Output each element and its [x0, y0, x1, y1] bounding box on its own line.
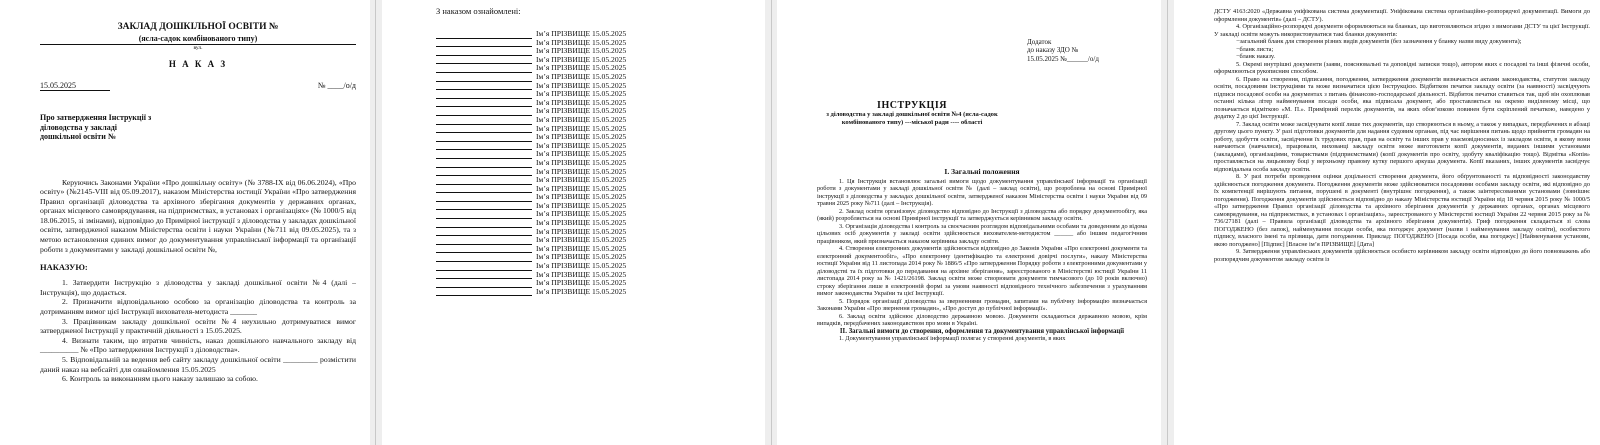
signature-line	[436, 83, 532, 90]
paragraph: 1. Документування управлінської інформації полягає у створенні документів, в яких	[839, 335, 1066, 342]
signatory-name-date: Ім’я ПРІЗВИЩЕ 15.05.2025	[536, 243, 627, 253]
signatory-name-date: Ім’я ПРІЗВИЩЕ 15.05.2025	[536, 252, 627, 262]
signatory-name-date: Ім’я ПРІЗВИЩЕ 15.05.2025	[536, 123, 627, 133]
signature-list	[436, 30, 765, 296]
signature-line	[436, 100, 532, 107]
list-item: −бланк наказу.	[1236, 53, 1275, 60]
signature-line	[436, 32, 532, 39]
signature-line	[436, 229, 532, 236]
paragraph: 1. Ця Інструкція встановлює загальні вимоги щодо документування управлінської інформації та організації роботи з документами у закладі дошкільної освіти № (далі – заклад освіти), що розроблена на основі Примірної інструкції з діловодства у закладах дошкільної освіти, затвердженої наказом Міністерства освіти і науки України від 09 травня 2025 року №711 (далі – Інструкція).	[817, 177, 1147, 207]
signature-line	[436, 143, 532, 150]
instruction-title: ІНСТРУКЦІЯ	[877, 100, 947, 111]
signatory-name-date: Ім’я ПРІЗВИЩЕ 15.05.2025	[536, 140, 627, 150]
list-item: −загальний бланк для створення різних видів документів (без зазначення у бланку назви виду документа);	[1236, 38, 1522, 45]
page-divider	[1167, 0, 1168, 445]
section-heading: І. Загальні положення	[944, 167, 1020, 176]
paragraph: 4. Організаційно-розпорядчі документи оформлюються на бланках, що виготовляються згідно з вимогами ДСТУ та цієї Інструкції. У закладі освіти можуть використовуватися такі бланки документів:	[1214, 23, 1590, 38]
signature-line	[436, 161, 532, 168]
instruction-subtitle: з діловодства у закладі дошкільної освіти №4 (ясла-садок комбінованого типу) ---міської ради ---- області	[826, 111, 998, 126]
addendum-block	[1027, 38, 1099, 63]
signature-line	[436, 49, 532, 56]
signatory-name-date: Ім’я ПРІЗВИЩЕ 15.05.2025	[536, 209, 627, 219]
signature-line	[436, 92, 532, 99]
signatory-name-date: Ім’я ПРІЗВИЩЕ 15.05.2025	[536, 37, 627, 47]
order-title: Н А К А З	[168, 59, 228, 69]
signatory-name-date: Ім’я ПРІЗВИЩЕ 15.05.2025	[536, 226, 627, 236]
signatory-name-date: Ім’я ПРІЗВИЩЕ 15.05.2025	[536, 200, 627, 210]
signatory-name-date: Ім’я ПРІЗВИЩЕ 15.05.2025	[536, 175, 627, 185]
order-items	[40, 278, 356, 384]
paragraph: 8. У разі потреби проведення оцінки доцільності створення документа, його обґрунтованості та відповідності законодавству здійснюється погодження документа. Погодження документів може здійснюватися посадовими особами закладу освіти, які відповідно до їх компетенції вирішують питання, порушені в документі (внутрішнє погодження), а також заінтересованими установами (зовнішнє погодження). Погодження документів здійснюється відповідно до наказу Міністерства юстиції України від 18 червня 2015 року № 1000/5 «Про затвердження Правил організації діловодства та архівного зберігання документів у державних органах, органах місцевого самоврядування, на підприємствах, в установах і організаціях», зареєстрованого у Міністерстві юстиції України 22 червня 2015 року за № 736/27181 (далі – Правила організації діловодства та архівного зберігання документів). Гриф погодження складається зі слова ПОГОДЖЕНО (без лапок), найменування посади особи, яка погоджує документ (назви і найменування закладу освіти), особистого підпису, власного імені та прізвища, дати погодження. Приклад: ПОГОДЖЕНО [Посада особи, яка погоджує] [Найменування установи, якою погоджено] [Підпис] [Власне ім’я ПРІЗВИЩЕ] [Дата]	[1214, 173, 1590, 248]
paragraph: 5. Окремі внутрішні документи (заяви, пояснювальні та доповідні записки тощо), автором яких є посадові та інші фізичні особи, оформлюються рукописним способом.	[1214, 60, 1590, 75]
signatory-name-date: Ім’я ПРІЗВИЩЕ 15.05.2025	[536, 166, 627, 176]
signatory-name-date: Ім’я ПРІЗВИЩЕ 15.05.2025	[536, 235, 627, 245]
addendum-line: 15.05.2025 №______/о/д	[1027, 54, 1099, 63]
page-divider	[375, 0, 376, 445]
org-type: (ясла-садок комбінованого типу)	[40, 33, 356, 45]
address-label: вул.	[193, 45, 203, 51]
signatory-name-date: Ім’я ПРІЗВИЩЕ 15.05.2025	[536, 63, 627, 73]
signatory-name-date: Ім’я ПРІЗВИЩЕ 15.05.2025	[536, 89, 627, 99]
page-acknowledgement	[382, 0, 765, 445]
signatory-name-date: Ім’я ПРІЗВИЩЕ 15.05.2025	[536, 46, 627, 56]
signatory-name-date: Ім’я ПРІЗВИЩЕ 15.05.2025	[536, 157, 627, 167]
signatory-name-date: Ім’я ПРІЗВИЩЕ 15.05.2025	[536, 192, 627, 202]
signatory-name-date: Ім’я ПРІЗВИЩЕ 15.05.2025	[536, 278, 627, 288]
signatory-name-date: Ім’я ПРІЗВИЩЕ 15.05.2025	[536, 132, 627, 142]
order-item: 2. Призначити відповідальною особою за організацію діловодства та контроль за дотриманням вимог цієї Інструкції вихователя-методиста _______	[40, 297, 356, 317]
signature-line	[436, 289, 532, 296]
signature-row	[436, 288, 765, 297]
signature-line	[436, 118, 532, 125]
signatory-name-date: Ім’я ПРІЗВИЩЕ 15.05.2025	[536, 149, 627, 159]
paragraph: 4. Створення електронних документів здійснюється відповідно до Законів України «Про електронні документи та електронний документообіг», «Про електронну ідентифікацію та електронні довірчі послуги», наказу Міністерства юстиції України від 11 листопада 2014 року № 1886/5 «Про затвердження Порядку роботи з електронними документами у діловодстві та їх підготовки до передавання на архівне зберігання», зареєстрованого в Міністерстві юстиції України 11 листопада 2014 року за № 1421/26198. Заклад освіти може створювати документи тимчасового (до 10 років включно) строку зберігання лише в електронній формі за умови наявності відповідного технічного забезпечення з урахуванням вимог законодавства України та цієї Інструкції.	[817, 245, 1147, 297]
signature-line	[436, 255, 532, 262]
order-date-row	[40, 81, 356, 91]
order-number: № ____/о/д	[317, 81, 356, 90]
signatory-name-date: Ім’я ПРІЗВИЩЕ 15.05.2025	[536, 218, 627, 228]
signature-line	[436, 272, 532, 279]
paragraph: 6. Заклад освіти здійснює діловодство державною мовою. Документи складаються державною мовою, крім випадків, передбачених законодавством про мови в Україні.	[817, 312, 1147, 327]
order-item: 4. Визнати таким, що втратив чинність, наказ дошкільного навчального закладу від __________ № «Про затвердження Інструкції з діловодства».	[40, 335, 356, 355]
paragraph: 6. Право на створення, підписання, погодження, затвердження документів визначається актами законодавства, статутом закладу освіти, посадовими інструкціями та може визначатися цією Інструкцією. Відбитком печатки закладу освіти (за наявності) засвідчують підписи посадової особи на документах з питань фінансово-господарської діяльності. Відбиток печатки ставиться так, щоб він охоплював останні кілька літер найменування посади особи, яка підписала документ, або проставляється на окремо виділеному місці, що позначається відміткою «М. П.». Примірний перелік документів, на яких обов’язково повинен бути скріплений печаткою, наведено у додатку 2 до цієї Інструкції.	[1214, 75, 1590, 120]
signature-line	[436, 246, 532, 253]
ack-heading: З наказом ознайомлені:	[436, 6, 521, 16]
signatory-name-date: Ім’я ПРІЗВИЩЕ 15.05.2025	[536, 269, 627, 279]
addendum-line: до наказу ЗДО №	[1027, 46, 1079, 55]
signature-line	[436, 264, 532, 271]
page-order	[0, 0, 370, 445]
page-instruction-continued	[1174, 0, 1600, 445]
signature-line	[436, 75, 532, 82]
org-name: ЗАКЛАД ДОШКІЛЬНОЇ ОСВІТИ №	[117, 22, 279, 32]
page-divider	[771, 0, 772, 445]
order-preamble: Керуючись Законами України «Про дошкільну освіту» (№ 3788-IX від 06.06.2024), «Про освіту» (№2145-VIII від 05.09.2017), наказом Міністерства юстиції України «Про затвердження Правил організації діловодства та архівного зберігання документів у державних органах, органах місцевого самоврядування, на підприємствах, в установах і організаціях» (№ 1000/5 від 18.06.2015, зі змінами), відповідно до Примірної інструкції з діловодства у закладах дошкільної освіти, затвердженої наказом Міністерства освіти і науки України (№711 від 09.05.2025), та з метою встановлення єдиних вимог до документування управлінської інформації та організації роботи з документами у закладі дошкільної освіти №,	[40, 177, 356, 254]
signature-line	[436, 126, 532, 133]
signature-line	[436, 281, 532, 288]
order-date: 15.05.2025	[40, 81, 110, 91]
signatory-name-date: Ім’я ПРІЗВИЩЕ 15.05.2025	[536, 106, 627, 116]
order-heading: НАКАЗУЮ:	[40, 262, 88, 273]
order-item: 3. Працівникам закладу дошкільної освіти №4 неухильно дотримуватися вимог затвердженої Інструкції у практичній діяльності з 15.05.2025.	[40, 316, 356, 336]
signature-line	[436, 212, 532, 219]
signatory-name-date: Ім’я ПРІЗВИЩЕ 15.05.2025	[536, 54, 627, 64]
order-item: 6. Контроль за виконанням цього наказу залишаю за собою.	[62, 374, 258, 384]
paragraph: 3. Організація діловодства і контроль за своєчасним розглядом відповідальними особами та доведенням до відома цільових осіб документів у закладі освіти здійснюється вихователем-методистом ______ або іншим педагогічним працівником, який призначається наказом керівника закладу освіти.	[817, 222, 1147, 245]
signatory-name-date: Ім’я ПРІЗВИЩЕ 15.05.2025	[536, 261, 627, 271]
signature-line	[436, 186, 532, 193]
signatory-name-date: Ім’я ПРІЗВИЩЕ 15.05.2025	[536, 114, 627, 124]
order-item: 1. Затвердити Інструкцію з діловодства у закладі дошкільної освіти №4 (далі – Інструкція), що додається.	[40, 278, 356, 297]
paragraph: 9. Затвердження управлінських документів здійснюється особисто керівником закладу освіти відповідно до його повноважень або розпорядчим документом закладу освіти із	[1214, 248, 1590, 263]
signatory-name-date: Ім’я ПРІЗВИЩЕ 15.05.2025	[536, 80, 627, 90]
addendum-line: Додаток	[1027, 38, 1052, 46]
signature-line	[436, 203, 532, 210]
signature-line	[436, 152, 532, 159]
signature-line	[436, 66, 532, 73]
paragraph: ДСТУ 4163:2020 «Державна уніфікована система документації. Уніфікована система організаційно-розпорядчої документації. Вимоги до оформлення документів» (далі – ДСТУ).	[1214, 8, 1590, 23]
instruction-title-block	[817, 100, 1007, 127]
section-heading: ІІ. Загальні вимоги до створення, оформлення та документування управлінської інформації	[839, 327, 1125, 335]
order-subject: Про затвердження Інструкції з діловодства у закладі дошкільної освіти №	[40, 113, 152, 141]
signature-line	[436, 57, 532, 64]
list-item: −бланк листа;	[1236, 45, 1274, 53]
signature-line	[436, 40, 532, 47]
signatory-name-date: Ім’я ПРІЗВИЩЕ 15.05.2025	[536, 286, 627, 296]
signature-line	[436, 195, 532, 202]
signature-line	[436, 221, 532, 228]
signature-line	[436, 135, 532, 142]
signatory-name-date: Ім’я ПРІЗВИЩЕ 15.05.2025	[536, 97, 627, 107]
signatory-name-date: Ім’я ПРІЗВИЩЕ 15.05.2025	[536, 71, 627, 81]
signature-line	[436, 109, 532, 116]
signatory-name-date: Ім’я ПРІЗВИЩЕ 15.05.2025	[536, 29, 627, 38]
instruction-body	[1214, 8, 1590, 263]
page-instruction-start	[777, 0, 1161, 445]
signatory-name-date: Ім’я ПРІЗВИЩЕ 15.05.2025	[536, 183, 627, 193]
paragraph: 2. Заклад освіти організовує діловодство відповідно до Інструкції з діловодства або порядку документообігу, яка (який) розробляється на основі Примірної інструкції та затверджується керівником закладу освіти.	[817, 207, 1147, 222]
signature-line	[436, 178, 532, 185]
instruction-body	[817, 168, 1147, 343]
paragraph: 7. Заклад освіти може засвідчувати копії лише тих документів, що створюються в ньому, а також у випадках, передбачених в абзаці другому цього пункту. У разі підготовки документів для надання судовим органам, під час вирішення питань щодо прийняття громадян на роботу, здобуття освіти, засвідчення їх трудових прав, прав на освіту та інших прав у взаємовідносинах із закладом освіти, в якому вони навчаються (навчалися), працювали, вихованці закладу освіти може виготовляти копії документів, виданих іншими установами (закладами), організаціями, товариствами (підприємствами) (копії документів про освіту, здобуту кваліфікацію тощо). Відмітка «Копія» проставляється на лицьовому боці у верхньому правому кутку першого аркуша документа. Копії вказаних, інших документів засвідчує відповідальна особа закладу освіти.	[1214, 120, 1590, 173]
signature-line	[436, 238, 532, 245]
paragraph: 5. Порядок організації діловодства за зверненнями громадян, запитами на публічну інформацію визначається Законами України «Про звернення громадян», «Про доступ до публічної інформації».	[817, 297, 1147, 312]
order-item: 5. Відповідальній за ведення веб сайту закладу дошкільної освіти _________ розмістити даний наказ на вебсайті для ознайомлення 15.05.2025	[40, 355, 356, 374]
signature-line	[436, 169, 532, 176]
